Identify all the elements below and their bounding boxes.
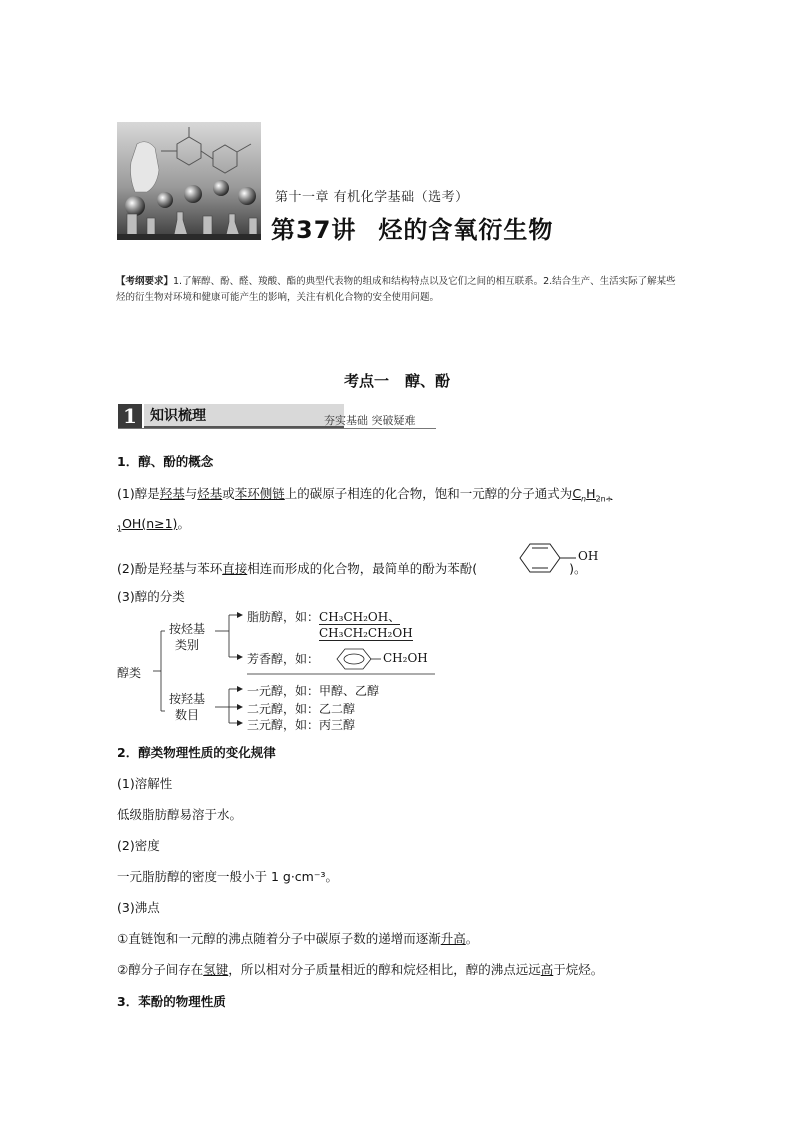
knowledge-bar-rule [118,428,436,429]
banner-photo [117,122,261,240]
text: 与 [184,486,198,501]
text: H [586,486,596,501]
phenol-structure [512,540,604,576]
requirements-tag: 【考纲要求】 [116,276,174,287]
class-monohydric: 一元醇，如：甲醇、乙醇 [247,684,380,698]
text: (1)醇是 [117,486,160,501]
general-formula-cont [117,516,178,534]
knowledge-bar-title: 知识梳理 [144,404,344,428]
underlined-term: 高 [540,962,554,977]
heading-physical-properties: 2．醇类物理性质的变化规律 [117,745,276,760]
section-topic: 醇、酚 [405,372,451,390]
class-aromatic: 芳香醇，如： [247,652,320,666]
class-aliphatic-formula2: CH₃CH₂CH₂OH [319,626,413,640]
knowledge-bar-number: 1 [118,404,142,428]
text: 数目 [175,708,200,722]
text: 上的碳原子相连的化合物，饱和一元醇的分子通式为 [284,486,573,501]
heading-phenol-properties: 3．苯酚的物理性质 [117,994,226,1009]
requirements-text: 1.了解醇、酚、醛、羧酸、酯的典型代表物的组成和结构特点以及它们之间的相互联系。2.结合生产、生活实际了解某些烃的衍生物对环境和健康可能产生的影响，关注有机化合物的安全使用问题。 [116,276,676,303]
sub-density: (2)密度 [117,838,160,853]
para-alcohol-classification: (3)醇的分类 [117,589,185,604]
text: 2n+ [595,494,613,504]
underlined-term: 烃基 [197,486,223,501]
knowledge-bar-subtitle: 夯实基础 突破疑难 [324,414,416,427]
text: n [581,494,587,504]
underlined-term: 直接 [222,561,248,576]
para-alcohol-definition [117,484,612,504]
heading-concepts: 1．醇、酚的概念 [117,454,214,469]
class-branch-hydroxyl [169,691,205,723]
class-dihydric: 二元醇，如：乙二醇 [247,702,356,716]
text: 脂肪醇，如： [247,610,320,624]
text: (2)酚是羟基与苯环 [117,561,223,576]
text: C [572,486,582,501]
chapter-title: 第十一章 有机化学基础（选考） [275,190,469,205]
text: 相连而形成的化合物，最简单的酚为苯酚( [247,561,478,576]
lecture-title [271,210,553,245]
section-label: 考点一 [343,372,389,390]
underlined-term: 升高 [440,931,466,946]
text: ②醇分子间存在 [117,962,204,977]
text-boiling-point-1 [117,929,478,947]
text: )。 [569,561,587,576]
exam-requirements [116,274,676,306]
text: 。 [465,931,479,946]
text: 。 [177,516,190,531]
text-boiling-point-2 [117,960,603,978]
classification-diagram [117,607,447,735]
class-root: 醇类 [117,666,142,680]
underlined-term: 羟基 [159,486,185,501]
text: 按羟基 [169,692,206,706]
text: 1 [117,524,123,534]
text: 或 [222,486,235,501]
lecture-topic: 烃的含氧衍生物 [378,216,554,244]
sub-boiling-point: (3)沸点 [117,900,160,915]
text: OH(n≥1) [122,516,178,531]
text: 于烷烃。 [553,962,604,977]
formula: CH₃CH₂OH、 [319,610,401,624]
text-solubility: 低级脂肪醇易溶于水。 [117,807,243,822]
sub-solubility: (1)溶解性 [117,776,173,791]
text: 类别 [175,638,200,652]
text: ，所以相对分子质量相近的醇和烷烃相比，醇的沸点远远 [228,962,541,977]
lecture-number: 第37讲 [271,216,357,244]
section-title [0,370,794,391]
general-formula [572,486,613,504]
text-density: 一元脂肪醇的密度一般小于 1 g·cm⁻³。 [117,869,338,884]
underlined-term: 苯环侧链 [234,486,285,501]
knowledge-bar [118,404,436,430]
text: ①直链饱和一元醇的沸点随着分子中碳原子数的递增而逐渐 [117,931,441,946]
class-branch-hydrocarbyl [169,621,205,653]
para-alcohol-formula-cont [117,514,190,534]
class-aliphatic [247,608,400,625]
class-trihydric: 三元醇，如：丙三醇 [247,718,356,732]
text: 按烃基 [169,622,206,636]
phenol-oh-label: OH [578,549,599,563]
underlined-term: 氢键 [203,962,229,977]
class-aromatic-formula: CH₂OH [383,651,428,665]
